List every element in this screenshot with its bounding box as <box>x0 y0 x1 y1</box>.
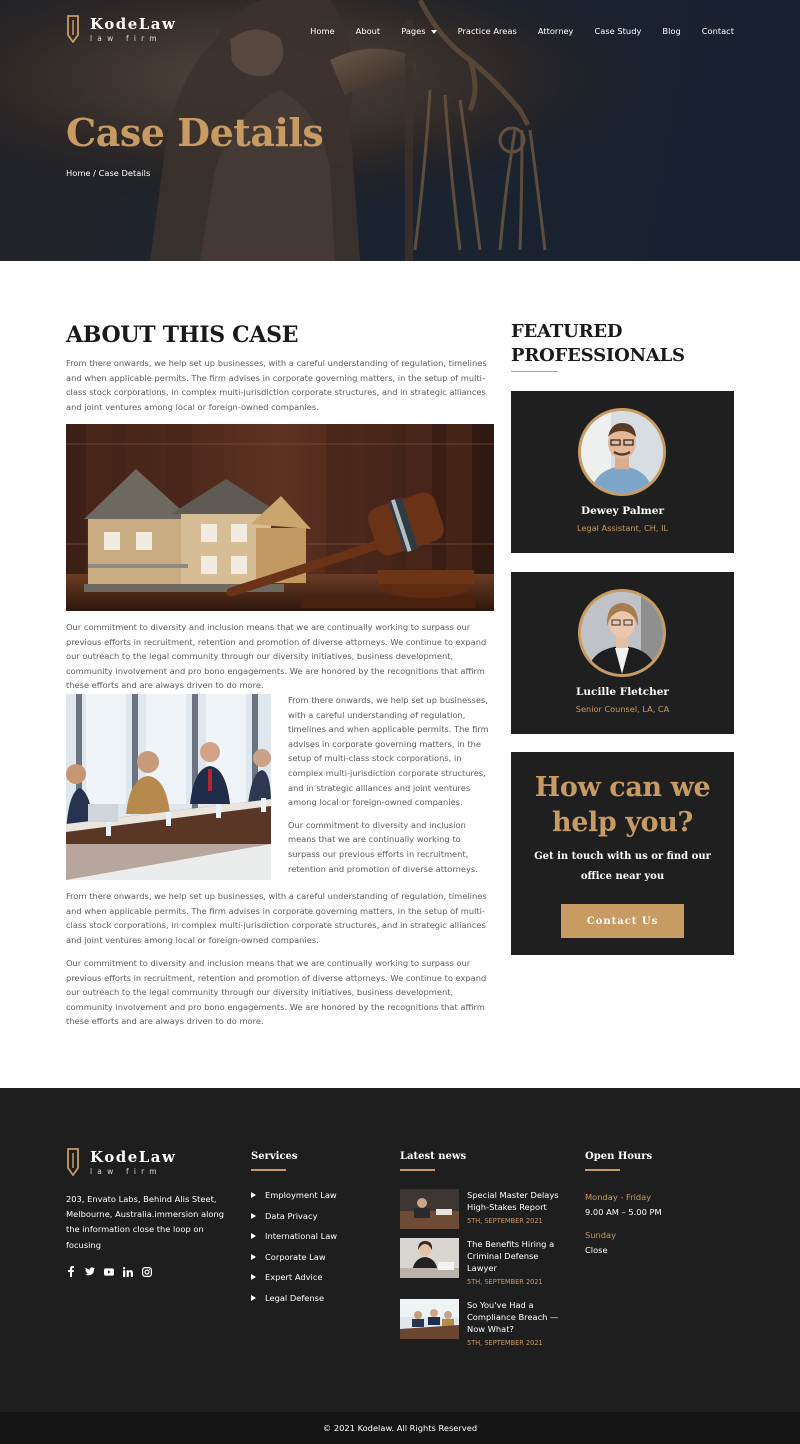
logo-mark-icon <box>66 1148 80 1176</box>
nav-attorney[interactable]: Attorney <box>537 26 574 36</box>
news-thumbnail <box>400 1238 459 1278</box>
professional-card-lucille[interactable] <box>511 572 734 734</box>
caret-right-icon <box>251 1213 256 1219</box>
breadcrumb: Home / Case Details <box>66 168 151 178</box>
professional-name: Lucille Fletcher <box>576 686 669 698</box>
nav-case-study[interactable]: Case Study <box>594 26 642 36</box>
services-list <box>251 1189 337 1312</box>
footer-address: 203, Envato Labs, Behind Alis Steet, Melbourne, Australia.immersion along the information close the loop on focusing <box>66 1194 224 1250</box>
featured-professionals-heading <box>511 320 685 368</box>
hours-day: Monday - Friday <box>585 1192 652 1202</box>
copyright-bar: © 2021 Kodelaw. All Rights Reserved <box>0 1412 800 1444</box>
site-footer <box>0 1088 800 1412</box>
service-label: Expert Advice <box>265 1272 323 1282</box>
avatar <box>578 589 666 677</box>
page-title: Case Details <box>66 110 324 155</box>
help-title <box>521 770 724 840</box>
footer-logo[interactable] <box>66 1148 176 1177</box>
case-paragraph-5: From there onwards, we help set up businesses, with a careful understanding of regulation, timelines and when applicable permits. The firm advises in corporate governing matters, in the setup of multi-class stock corporations, in complex multi-jurisdiction corporate structures, and in strategic alliances and joint ventures among local or foreign-owned companies. <box>66 891 487 945</box>
news-heading: Latest news <box>400 1151 467 1162</box>
professional-card-dewey[interactable] <box>511 391 734 553</box>
news-date: 5TH, SEPTEMBER 2021 <box>467 1339 543 1347</box>
nav-blog[interactable]: Blog <box>662 26 681 36</box>
caret-right-icon <box>251 1274 256 1280</box>
hours-heading: Open Hours <box>585 1151 653 1162</box>
footer-logo-tagline: law firm <box>90 1167 162 1176</box>
services-divider <box>251 1169 286 1171</box>
caret-right-icon <box>251 1192 256 1198</box>
service-link[interactable] <box>251 1292 337 1304</box>
house-gavel-image <box>66 424 494 611</box>
professional-role: Legal Assistant, CH, IL <box>576 523 669 533</box>
service-label: International Law <box>265 1231 338 1241</box>
social-links <box>66 1266 152 1277</box>
hours-time: 9.00 AM – 5.00 PM <box>585 1207 662 1217</box>
caret-right-icon <box>251 1233 256 1239</box>
nav-home[interactable]: Home <box>310 26 335 36</box>
nav-pages-label: Pages <box>401 26 426 36</box>
news-divider <box>400 1169 435 1171</box>
news-thumbnail <box>400 1299 459 1339</box>
news-thumbnail <box>400 1189 459 1229</box>
service-label: Data Privacy <box>265 1210 318 1221</box>
service-label: Legal Defense <box>265 1292 325 1303</box>
professional-name: Dewey Palmer <box>581 505 664 517</box>
news-date: 5TH, SEPTEMBER 2021 <box>467 1278 543 1286</box>
youtube-icon[interactable] <box>104 1266 114 1277</box>
case-paragraph-6: Our commitment to diversity and inclusion means that we are continually working to surpass our previous efforts in recruitment, retention and promotion of diverse attorneys. We continue to expand our outreach to the legal community through our diversity initiatives, business development, community involvement and pro bono engagements. We are honored by the recognitions that affirm these efforts and are always driven to do more. <box>66 958 487 1027</box>
service-link[interactable] <box>251 1251 337 1263</box>
case-paragraph-1: From there onwards, we help set up businesses, with a careful understanding of regulation, timelines and when applicable permits. The firm advises in corporate governing matters, in the setup of multi-class stock corporations, in complex multi-jurisdiction corporate structures, and in strategic alliances and joint ventures among local or foreign-owned companies. <box>66 358 487 412</box>
news-item[interactable] <box>400 1299 570 1348</box>
avatar <box>578 408 666 496</box>
facebook-icon[interactable] <box>66 1266 76 1277</box>
case-heading: ABOUT THIS CASE <box>66 322 299 348</box>
featured-heading-line1: FEATURED <box>511 321 623 342</box>
news-item[interactable] <box>400 1189 570 1229</box>
services-heading: Services <box>251 1151 298 1162</box>
instagram-icon[interactable] <box>142 1266 152 1277</box>
hours-time: Close <box>585 1245 608 1255</box>
chevron-down-icon <box>431 30 437 34</box>
logo-tagline: law firm <box>90 34 162 43</box>
case-content <box>66 320 494 1027</box>
hours-divider <box>585 1169 620 1171</box>
logo-mark-icon <box>66 15 80 43</box>
twitter-icon[interactable] <box>85 1266 95 1277</box>
news-title: Special Master Delays High-Stakes Report <box>467 1190 559 1212</box>
service-link[interactable] <box>251 1189 337 1201</box>
news-title: So You've Had a Compliance Breach — Now What? <box>467 1300 559 1334</box>
help-title-line1: How can we <box>534 772 711 803</box>
help-subtitle: Get in touch with us or find our office near you <box>534 851 711 882</box>
case-side-text <box>288 693 494 876</box>
case-paragraph-3: From there onwards, we help set up businesses, with a careful understanding of regulation, timelines and when applicable permits. The firm advises in corporate governing matters, in the setup of multi-class stock corporations, in complex multi-jurisdiction corporate structures, and in strategic alliances and joint ventures among local or foreign-owned companies. <box>288 695 489 808</box>
help-title-line2: help you? <box>552 807 693 838</box>
hero-banner <box>0 0 800 261</box>
service-link[interactable] <box>251 1230 337 1242</box>
news-date: 5TH, SEPTEMBER 2021 <box>467 1217 543 1225</box>
nav-pages[interactable] <box>401 25 436 37</box>
service-label: Employment Law <box>265 1190 337 1200</box>
contact-us-button[interactable]: Contact Us <box>561 904 684 938</box>
caret-right-icon <box>251 1295 256 1301</box>
open-hours <box>585 1190 662 1258</box>
nav-contact[interactable]: Contact <box>701 26 734 36</box>
linkedin-icon[interactable] <box>123 1266 133 1277</box>
service-link[interactable] <box>251 1210 337 1222</box>
hours-day: Sunday <box>585 1230 617 1240</box>
help-card <box>511 752 734 955</box>
news-item[interactable] <box>400 1238 570 1287</box>
news-title: The Benefits Hiring a Criminal Defense Lawyer <box>467 1239 555 1273</box>
heading-divider <box>511 371 558 372</box>
featured-heading-line2: PROFESSIONALS <box>511 345 685 366</box>
service-label: Corporate Law <box>265 1251 326 1262</box>
site-logo[interactable] <box>66 15 176 44</box>
case-paragraph-4: Our commitment to diversity and inclusion means that we are continually working to surpass our previous efforts in recruitment, retention and promotion of diverse attorneys. <box>288 819 478 874</box>
nav-about[interactable]: About <box>355 26 381 36</box>
main-nav <box>310 25 734 37</box>
case-paragraph-2: Our commitment to diversity and inclusion means that we are continually working to surpass our previous efforts in recruitment, retention and promotion of diverse attorneys. We continue to expand our outreach to the legal community through our diversity initiatives, business development, community involvement and pro bono engagements. We are honored by the recognitions that affirm these efforts and are always driven to do more. <box>66 622 487 691</box>
professional-role: Senior Counsel, LA, CA <box>575 704 670 714</box>
service-link[interactable] <box>251 1271 337 1283</box>
logo-name: KodeLaw <box>90 15 177 33</box>
footer-logo-name: KodeLaw <box>90 1148 177 1166</box>
business-meeting-image <box>66 694 271 880</box>
nav-practice-areas[interactable]: Practice Areas <box>457 26 517 36</box>
caret-right-icon <box>251 1254 256 1260</box>
